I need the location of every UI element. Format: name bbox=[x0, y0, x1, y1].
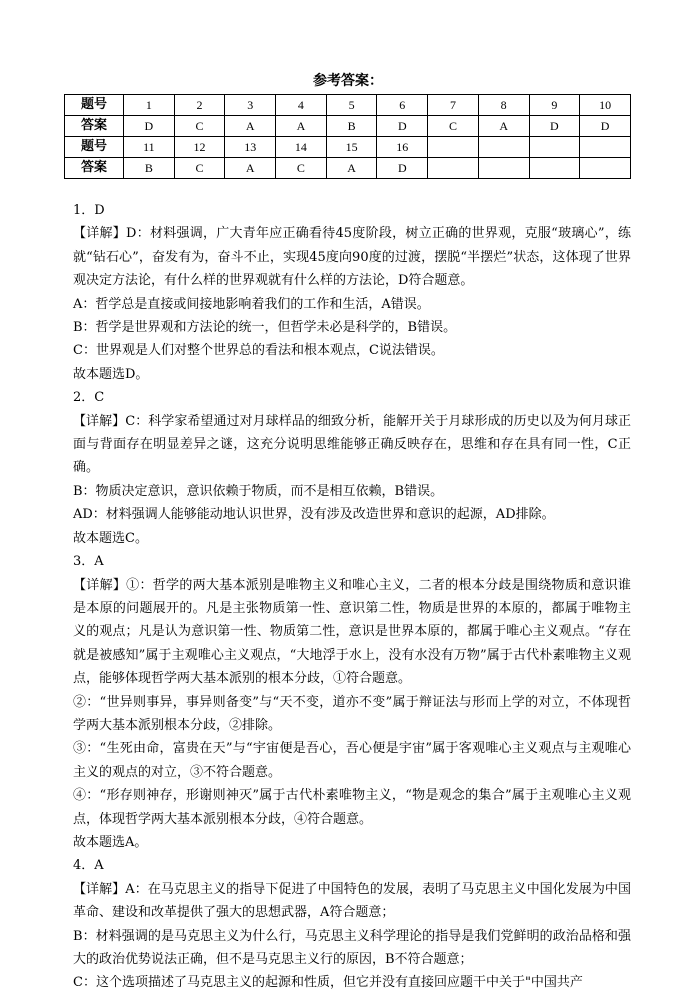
question-1-detail: 【详解】D：材料强调，广大青年应正确看待45度阶段，树立正确的世界观，克服“玻璃心”，练就“钻石心”，奋发有为，奋斗不止，实现45度向90度的过渡，摆脱“半摆烂”状态，这体现了世界观决定方法论，有什么样的世界观就有什么样的方法论，D符合题意。 bbox=[73, 226, 631, 289]
question-2-detail: 【详解】C：科学家希望通过对月球样品的细致分析，能解开关于月球形成的历史以及为何月球正面与背面存在明显差异之谜，这充分说明思维能够正确反映存在，思维和存在具有同一性，C正确。 bbox=[73, 413, 631, 476]
table-cell bbox=[428, 137, 479, 158]
question-3-detail: 【详解】①：哲学的两大基本派别是唯物主义和唯心主义，二者的根本分歧是围绕物质和意识谁是本原的问题展开的。凡是主张物质第一性、意识第二性，物质是世界的本原的，都属于唯物主义的观点；凡是认为意识第一性、物质第二性，意识是世界本原的，都属于唯心主义观点。“存在就是被感知”属于主观唯心主义观点，“大地浮于水上，没有水没有万物”属于古代朴素唯物主义观点，能够体现哲学两大基本派别的根本分歧，①符合题意。 bbox=[73, 577, 631, 687]
table-cell: 10 bbox=[580, 95, 631, 116]
question-4-option-c: C：这个选项描述了马克思主义的起源和性质，但它并没有直接回应题干中关于"中国共产 bbox=[73, 975, 583, 991]
table-cell: C bbox=[428, 116, 479, 137]
table-cell bbox=[529, 158, 580, 179]
table-cell bbox=[580, 158, 631, 179]
table-row bbox=[65, 158, 631, 179]
table-cell bbox=[428, 158, 479, 179]
table-cell: A bbox=[225, 158, 276, 179]
question-2-conclusion: 故本题选C。 bbox=[73, 530, 148, 546]
question-3-number: 3．A bbox=[73, 554, 104, 570]
table-cell: D bbox=[529, 116, 580, 137]
question-2-option-ad: AD：材料强调人能够能动地认识世界，没有涉及改造世界和意识的起源，AD排除。 bbox=[73, 507, 555, 523]
answer-table bbox=[64, 94, 631, 179]
table-cell: D bbox=[377, 116, 428, 137]
question-1-option-b: B：哲学是世界观和方法论的统一，但哲学未必是科学的，B错误。 bbox=[73, 320, 457, 336]
table-cell: 1 bbox=[124, 95, 175, 116]
table-cell: 13 bbox=[225, 137, 276, 158]
table-cell bbox=[478, 158, 529, 179]
table-cell: D bbox=[580, 116, 631, 137]
table-cell: 16 bbox=[377, 137, 428, 158]
table-cell: 3 bbox=[225, 95, 276, 116]
table-cell: B bbox=[326, 116, 377, 137]
table-cell: A bbox=[326, 158, 377, 179]
table-cell: 12 bbox=[174, 137, 225, 158]
row-label: 题号 bbox=[65, 95, 124, 116]
table-cell: 4 bbox=[276, 95, 327, 116]
question-1-option-a: A：哲学总是直接或间接地影响着我们的工作和生活，A错误。 bbox=[73, 296, 430, 312]
question-1-option-c: C：世界观是人们对整个世界总的看法和根本观点，C说法错误。 bbox=[73, 343, 444, 359]
question-3-point-4: ④：“形存则神存，形谢则神灭”属于古代朴素唯物主义，“物是观念的集合”属于主观唯心主义观点，体现哲学两大基本派别根本分歧，④符合题意。 bbox=[73, 788, 631, 827]
table-row bbox=[65, 116, 631, 137]
table-cell bbox=[478, 137, 529, 158]
row-label: 答案 bbox=[65, 158, 124, 179]
question-3-point-3: ③：“生死由命，富贵在天”与“宇宙便是吾心，吾心便是宇宙”属于客观唯心主义观点与主观唯心主义的观点的对立，③不符合题意。 bbox=[73, 741, 631, 780]
table-cell: B bbox=[124, 158, 175, 179]
explanations bbox=[73, 199, 631, 995]
question-3-conclusion: 故本题选A。 bbox=[73, 834, 148, 850]
table-cell: A bbox=[225, 116, 276, 137]
table-cell bbox=[580, 137, 631, 158]
table-cell: 14 bbox=[276, 137, 327, 158]
table-cell: 8 bbox=[478, 95, 529, 116]
table-cell: 5 bbox=[326, 95, 377, 116]
table-cell: 15 bbox=[326, 137, 377, 158]
question-4-detail: 【详解】A：在马克思主义的指导下促进了中国特色的发展，表明了马克思主义中国化发展为中国革命、建设和改革提供了强大的思想武器，A符合题意； bbox=[73, 881, 631, 921]
table-cell: D bbox=[377, 158, 428, 179]
table-cell: A bbox=[478, 116, 529, 137]
question-4-option-b: B：材料强调的是马克思主义为什么行，马克思主义科学理论的指导是我们党鲜明的政治品格和强大的政治优势说法正确，但不是马克思主义行的原因，B不符合题意； bbox=[73, 928, 631, 967]
question-1-conclusion: 故本题选D。 bbox=[73, 366, 149, 382]
table-row bbox=[65, 95, 631, 116]
row-label: 题号 bbox=[65, 137, 124, 158]
question-2-number: 2．C bbox=[73, 390, 105, 406]
question-4-number: 4．A bbox=[73, 858, 104, 874]
table-cell bbox=[529, 137, 580, 158]
row-label: 答案 bbox=[65, 116, 124, 137]
table-cell: C bbox=[174, 158, 225, 179]
table-row bbox=[65, 137, 631, 158]
table-cell: 6 bbox=[377, 95, 428, 116]
table-cell: C bbox=[276, 158, 327, 179]
table-cell: 2 bbox=[174, 95, 225, 116]
question-2-option-b: B：物质决定意识，意识依赖于物质，而不是相互依赖，B错误。 bbox=[73, 483, 444, 499]
page-title: 参考答案： bbox=[313, 73, 383, 89]
table-cell: 9 bbox=[529, 95, 580, 116]
table-cell: 7 bbox=[428, 95, 479, 116]
question-3-point-2: ②：“世异则事异，事异则备变”与“天不变，道亦不变”属于辩证法与形而上学的对立，不体现哲学两大基本派别根本分歧，②排除。 bbox=[73, 694, 631, 733]
table-cell: D bbox=[124, 116, 175, 137]
table-cell: C bbox=[174, 116, 225, 137]
question-1-number: 1．D bbox=[73, 203, 105, 218]
table-cell: A bbox=[276, 116, 327, 137]
table-cell: 11 bbox=[124, 137, 175, 158]
